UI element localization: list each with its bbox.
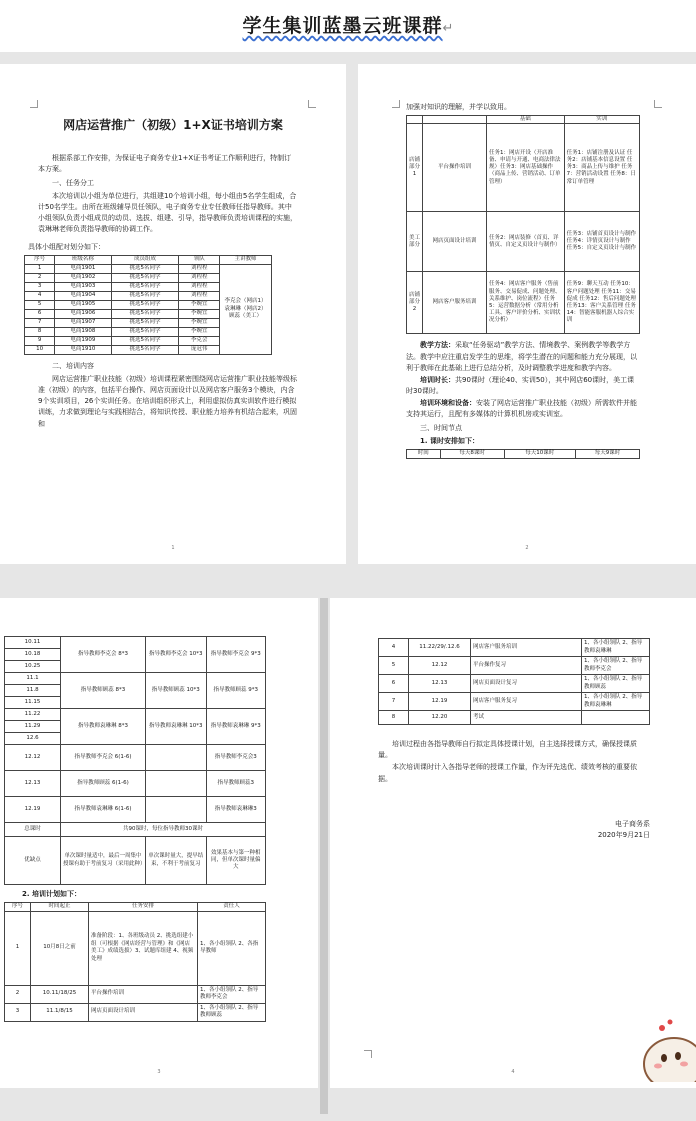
cell: 3 <box>5 1003 31 1021</box>
table-row <box>379 657 650 675</box>
cell: 1、各小组领队 2、指导教师李克会 <box>582 657 650 675</box>
section-heading: 二、培训内容 <box>52 361 94 370</box>
train-cell: 任务3：店铺首页设计与制作 任务4：详情页设计与制作 任务5：自定义页设计与制作 <box>564 212 639 272</box>
crop-mark <box>392 100 400 108</box>
paragraph: 网店运营推广职业技能（初级）培训课程紧密围绕网店运营推广职业技能等级标准（初级）的内容，包括平台操作、网店页面设计以及网店客户服务3个模块，内含9个实训项目，26个实训任务。在培训组织形式上，利用虚拟仿真实训软件进行模拟训练，力求做到理论与实践相结合，将知识传授、职业能力培养有机结合起来，巩固和 <box>38 374 297 428</box>
cell: 4 <box>25 291 55 300</box>
paragraph: 培训过程由各指导教师自行拟定具体授课计划，自主选择授课方式，确保授课质量。 <box>378 740 637 760</box>
cell: 单次课时量大，提早结束，不利于考前复习 <box>145 837 206 885</box>
section-heading: 三、时间节点 <box>420 423 462 432</box>
date-cell: 11.1 <box>5 673 61 685</box>
cell: 4 <box>379 639 409 657</box>
table-header: 序号 <box>25 255 55 264</box>
table-header: 基础 <box>487 116 565 124</box>
table-row <box>407 212 640 272</box>
label: 教学方法： <box>420 341 455 350</box>
schedule-table <box>4 636 266 885</box>
cell: 1、各小组领队 2、指导教师袁琳琳 <box>582 693 650 711</box>
cell: 李克会 <box>179 336 220 345</box>
cell: 1、各小组领队 2、指导教师顾蕊 <box>198 1003 266 1021</box>
table-row <box>379 693 650 711</box>
table-row <box>25 264 272 273</box>
page-2 <box>358 64 696 564</box>
cell: 李婉宜 <box>179 300 220 309</box>
cell: 电商1905 <box>55 300 112 309</box>
total-value: 共90课时，每位指导教师30课时 <box>61 823 266 837</box>
paragraph: 采取“任务驱动”教学方法、情境教学、案例教学等教学方法。教学中应注重启发学生的思维，将学生潜在的问题和能力充分展现，以利于教师在此基础上进行总结分析，及时调整教学进度和教学内容。 <box>406 341 637 372</box>
table-header: 时间起止 <box>31 903 89 911</box>
table-row <box>5 1003 266 1021</box>
cell: 10 <box>25 345 55 354</box>
table-header: 每天10课时 <box>504 450 575 459</box>
cell: 指导教师李克会 9*3 <box>206 637 265 673</box>
cell <box>145 797 206 823</box>
cell: 电商1909 <box>55 336 112 345</box>
cell: 1、各小组领队 2、指导教师李克会 <box>198 985 266 1003</box>
intro-paragraph: 根据系部工作安排，为保证电子商务专业1+X证书考证工作顺利进行，特制订本方案。 <box>38 154 292 174</box>
part-cell: 美工部分 <box>407 212 423 272</box>
part-cell: 店铺部分2 <box>407 272 423 334</box>
cell: 挑选5名同学 <box>111 345 179 354</box>
cell: 3 <box>25 282 55 291</box>
cell: 12.20 <box>409 711 471 725</box>
plan-table-continued <box>378 638 650 725</box>
page-number: 2 <box>525 545 529 551</box>
date-cell: 12.6 <box>5 733 61 745</box>
cell: 12.12 <box>409 657 471 675</box>
date-cell: 10.11 <box>5 637 61 649</box>
date-cell: 10.25 <box>5 661 61 673</box>
cell: 挑选5名同学 <box>111 264 179 273</box>
cell: 11.1/8/15 <box>31 1003 89 1021</box>
pros-label: 优缺点 <box>5 837 61 885</box>
table-header: 领队 <box>179 255 220 264</box>
cell: 10月8日之前 <box>31 911 89 985</box>
section-heading: 一、任务分工 <box>52 178 94 187</box>
cell: 李婉宜 <box>179 318 220 327</box>
signature-org: 电子商务系 <box>615 819 650 828</box>
date-cell: 11.29 <box>5 721 61 733</box>
crop-mark <box>308 100 316 108</box>
paragraph: 加强对知识的理解，并学以致用。 <box>406 103 511 111</box>
cell: 挑选5名同学 <box>111 327 179 336</box>
cell: 电商1910 <box>55 345 112 354</box>
cell: 1 <box>5 911 31 985</box>
paragraph: 共90课时（理论40、实训50），其中网店60课时，美工课时30课时。 <box>406 375 635 396</box>
cell: 电商1906 <box>55 309 112 318</box>
table-header <box>407 116 423 124</box>
cell: 刘程程 <box>179 264 220 273</box>
cell: 刘程程 <box>179 282 220 291</box>
cell: 网店页面设计培训 <box>89 1003 198 1021</box>
cell: 挑选5名同学 <box>111 300 179 309</box>
cell: 指导教师顾蕊 8*3 <box>61 673 146 709</box>
cell: 挑选5名同学 <box>111 282 179 291</box>
table-header: 序号 <box>5 903 31 911</box>
table-header <box>423 116 487 124</box>
date-cell: 11.8 <box>5 685 61 697</box>
cell: 7 <box>25 318 55 327</box>
cell: 7 <box>379 693 409 711</box>
table-header: 任务安排 <box>89 903 198 911</box>
cell: 网店客户服务复习 <box>471 693 582 711</box>
basic-cell: 任务1：网店开设（开店准备、申请与开通、电商法律法规）任务3：网店基础操作（商品上传、营销活动、订单管理） <box>487 124 565 212</box>
table-header: 实训 <box>564 116 639 124</box>
page-3 <box>0 598 318 1088</box>
cell: 平台操作复习 <box>471 657 582 675</box>
cell: 李婉宜 <box>179 309 220 318</box>
table-caption: 具体小组配对划分如下： <box>28 242 105 251</box>
cell: 挑选5名同学 <box>111 318 179 327</box>
cell: 电商1903 <box>55 282 112 291</box>
cell: 指导教师李克会3 <box>206 745 265 771</box>
table-row <box>379 675 650 693</box>
cell: 电商1904 <box>55 291 112 300</box>
paragraph: 本次培训以小组为单位进行，共组建10个培训小组，每小组由5名学生组成，合计50名学生。由所在班级辅导员任领队，电子商务专业专任教师任指导教师。其中小组领队负责小组成员的动员、选拔、组建、引导，指导教师负责培训课程的实施，袁琳琳老师负责指导教师的协调工作。 <box>38 191 297 234</box>
teacher-cell: 李克会（网店1）袁琳琳（网店2）顾蕊（美工） <box>220 264 272 354</box>
cell: 挑选5名同学 <box>111 309 179 318</box>
table-row <box>379 639 650 657</box>
cell: 指导教师顾蕊 9*3 <box>206 673 265 709</box>
cell: 刘程程 <box>179 291 220 300</box>
group-table <box>24 255 272 355</box>
cell: 6 <box>379 675 409 693</box>
crop-mark <box>364 1050 372 1058</box>
table-row <box>5 985 266 1003</box>
table-header: 成员组成 <box>111 255 179 264</box>
cell: 李婉宜 <box>179 327 220 336</box>
cell: 刘程程 <box>179 273 220 282</box>
cell: 5 <box>379 657 409 675</box>
date-cell: 12.19 <box>5 797 61 823</box>
cell: 电商1908 <box>55 327 112 336</box>
cell: 指导教师顾蕊 6(1-6) <box>61 771 146 797</box>
cell: 指导教师顾蕊 10*3 <box>145 673 206 709</box>
cell: 12.13 <box>409 675 471 693</box>
cell: 12.19 <box>409 693 471 711</box>
cell: 网店页面设计复习 <box>471 675 582 693</box>
cell: 电商1901 <box>55 264 112 273</box>
cell: 指导教师袁琳琳3 <box>206 797 265 823</box>
crop-mark <box>30 100 38 108</box>
table-header: 责任人 <box>198 903 266 911</box>
page-title: 网店运营推广（初级）1+X证书培训方案 <box>63 118 283 132</box>
schedule-header-table <box>406 449 640 459</box>
basic-cell: 任务4：网店客户服务（售前服务、交易促成、问题处理、关系维护、岗位流程）任务5：运营数据分析（常用分析工具、客户评价分析、实训状况分析） <box>487 272 565 334</box>
cell <box>145 771 206 797</box>
subsection-heading: 1. 课时安排如下： <box>420 436 479 445</box>
banner-title <box>243 15 443 37</box>
subsection-heading: 2. 培训计划如下： <box>22 890 81 898</box>
cell: 9 <box>25 336 55 345</box>
date-cell: 11.15 <box>5 697 61 709</box>
page-number: 3 <box>157 1069 161 1075</box>
table-header: 每天8课时 <box>440 450 504 459</box>
paragraph-mark-icon: ↵ <box>442 21 454 36</box>
cell: 指导教师袁琳琳 10*3 <box>145 709 206 745</box>
cell: 指导教师李克会 10*3 <box>145 637 206 673</box>
table-row <box>379 711 650 725</box>
cell: 指导教师袁琳琳 6(1-6) <box>61 797 146 823</box>
total-label: 总课时 <box>5 823 61 837</box>
cell: 1、各小组领队 2、指导教师袁琳琳 <box>582 639 650 657</box>
paragraph: 安装了网店运营推广职业技能（初级）所需软件并能支持其运行，且配有多媒体的计算机机房或实训室。 <box>406 399 637 419</box>
label: 培训时长： <box>420 375 455 384</box>
cell: 挑选5名同学 <box>111 291 179 300</box>
cell <box>582 711 650 725</box>
cell: 电商1907 <box>55 318 112 327</box>
course-cell: 平台操作培训 <box>423 124 487 212</box>
cell: 2 <box>25 273 55 282</box>
cell: 准备阶段：1、各班级动员 2、挑选组建小组（可根据《网店经营与管理》和《网店美工》成绩选拔）3、试题库组建 4、视频处理 <box>89 911 198 985</box>
train-cell: 任务9：聊天互动 任务10：客户问题处理 任务11：交易促成 任务12：售后问题处理 任务13：客户关系管理 任务14：智能客服机器人综合实训 <box>564 272 639 334</box>
document-banner <box>0 0 696 52</box>
basic-cell: 任务2：网店装修（首页、详情页、自定义页设计与制作） <box>487 212 565 272</box>
plan-table <box>4 902 266 1021</box>
train-cell: 任务1：店铺注册及认证 任务2：店铺基本信息设置 任务3：商品上传与维护 任务7：营销活动设置 任务8：日常订单管理 <box>564 124 639 212</box>
table-header: 班级名称 <box>55 255 112 264</box>
cell <box>145 745 206 771</box>
banner-title-text: 学生集训蓝墨云班课群 <box>242 15 443 37</box>
cell: 挑选5名同学 <box>111 336 179 345</box>
cell: 考试 <box>471 711 582 725</box>
cell: 10.11/18/25 <box>31 985 89 1003</box>
cell: 6 <box>25 309 55 318</box>
signature-date: 2020年9月21日 <box>597 830 650 839</box>
cell: 指导教师李克会 8*3 <box>61 637 146 673</box>
cell: 1、各小组领队 2、各指导教师 <box>198 911 266 985</box>
cell: 8 <box>25 327 55 336</box>
cell: 单次课时量适中，最后一周集中授课有助于考前复习（采用此种） <box>61 837 146 885</box>
cell: 指导教师袁琳琳 8*3 <box>61 709 146 745</box>
page-4 <box>330 598 696 1088</box>
cell: 2 <box>5 985 31 1003</box>
cell: 指导教师袁琳琳 9*3 <box>206 709 265 745</box>
course-cell: 网店客户服务培训 <box>423 272 487 334</box>
part-cell: 店铺部分1 <box>407 124 423 212</box>
date-cell: 10.18 <box>5 649 61 661</box>
table-header: 时间 <box>407 450 441 459</box>
crop-mark <box>654 100 662 108</box>
cell: 网店客户服务培训 <box>471 639 582 657</box>
table-header: 每天9课时 <box>575 450 639 459</box>
paragraph: 本次培训课时计入各指导老师的授课工作量，作为评先选优、绩效考核的重要依据。 <box>378 763 637 783</box>
cell: 8 <box>379 711 409 725</box>
cell: 平台操作培训 <box>89 985 198 1003</box>
cartoon-sticker-icon <box>640 1012 696 1082</box>
course-cell: 网店页面设计培训 <box>423 212 487 272</box>
cell: 效果基本与第一种相同，但单次课时量偏大 <box>206 837 265 885</box>
page-number: 1 <box>171 545 175 551</box>
cell: 1 <box>25 264 55 273</box>
table-header: 主讲教师 <box>220 255 272 264</box>
cell: 11.22/29/.12.6 <box>409 639 471 657</box>
cell: 庞冠伟 <box>179 345 220 354</box>
table-row <box>5 911 266 985</box>
date-cell: 12.12 <box>5 745 61 771</box>
cell: 挑选5名同学 <box>111 273 179 282</box>
table-row <box>407 124 640 212</box>
table-row <box>407 272 640 334</box>
date-cell: 11.22 <box>5 709 61 721</box>
page-1 <box>0 64 346 564</box>
task-table <box>406 115 640 334</box>
cell: 电商1902 <box>55 273 112 282</box>
page-number: 4 <box>511 1069 515 1075</box>
cell: 5 <box>25 300 55 309</box>
cell: 指导教师顾蕊3 <box>206 771 265 797</box>
label: 培训环境和设备： <box>420 399 476 408</box>
cell: 指导教师李克会 6(1-6) <box>61 745 146 771</box>
cell: 1、各小组领队 2、指导教师顾蕊 <box>582 675 650 693</box>
date-cell: 12.13 <box>5 771 61 797</box>
page-gap <box>320 598 328 1114</box>
